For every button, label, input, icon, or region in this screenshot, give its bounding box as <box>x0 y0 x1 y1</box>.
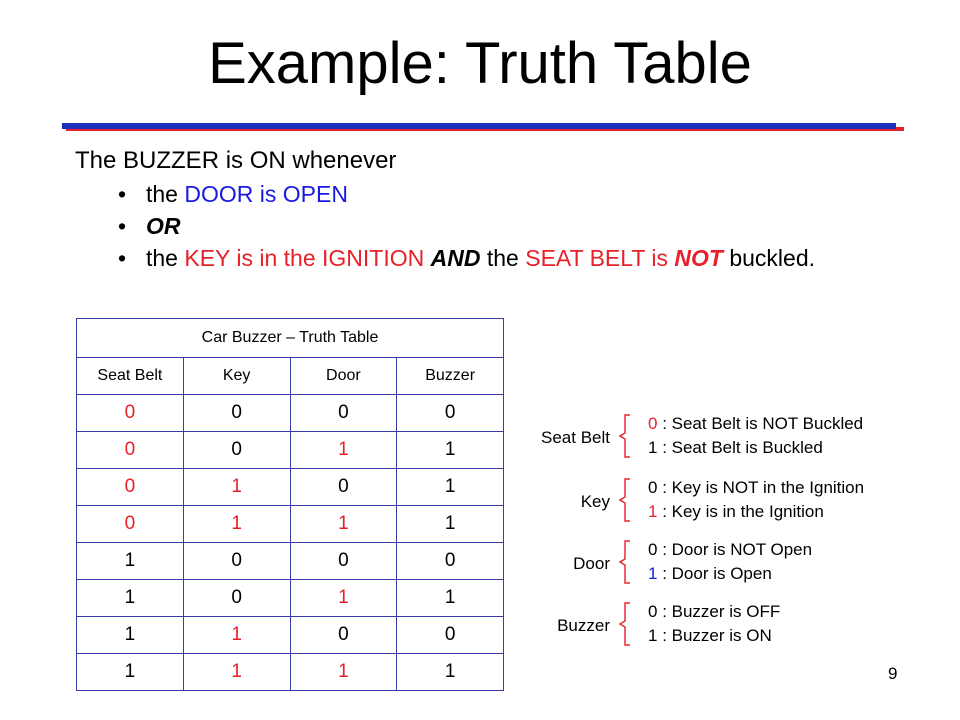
legend-value: 0 <box>648 478 658 497</box>
seat-belt-text: SEAT BELT is <box>525 245 668 271</box>
legend-description <box>648 538 812 586</box>
legend-item <box>500 474 940 534</box>
legend-line <box>648 412 863 436</box>
legend-text: : Seat Belt is NOT Buckled <box>657 414 864 433</box>
left-brace-icon <box>618 414 632 458</box>
table-cell: 1 <box>397 469 504 506</box>
legend-text: : Door is Open <box>657 564 772 583</box>
table-cell: 0 <box>397 543 504 580</box>
legend-text: : Buzzer is ON <box>657 626 772 645</box>
table-cell: 1 <box>183 506 290 543</box>
intro-text: The BUZZER is ON whenever <box>75 147 397 174</box>
table-cell: 1 <box>290 432 397 469</box>
legend-variable-name: Key <box>580 492 610 511</box>
condition-bullets <box>118 178 815 274</box>
table-cell: 0 <box>77 506 184 543</box>
table-cell: 1 <box>183 654 290 691</box>
bullet-dot: • <box>118 181 127 207</box>
truth-table <box>76 318 504 691</box>
table-cell: 0 <box>290 543 397 580</box>
column-header: Door <box>290 358 397 395</box>
table-cell: 0 <box>183 395 290 432</box>
left-brace-icon <box>618 602 632 646</box>
table-cell: 1 <box>77 654 184 691</box>
legend-value: 1 <box>648 502 658 521</box>
table-row <box>77 469 504 506</box>
bullet-dot: • <box>118 213 127 239</box>
column-header: Key <box>183 358 290 395</box>
table-cell: 1 <box>397 654 504 691</box>
table-cell: 1 <box>77 543 184 580</box>
table-cell: 0 <box>183 580 290 617</box>
legend-value: 0 <box>648 602 658 621</box>
or-text: OR <box>146 213 181 239</box>
table-cell: 1 <box>397 506 504 543</box>
legend-value: 1 <box>648 564 658 583</box>
table-cell: 1 <box>290 506 397 543</box>
legend-text: : Seat Belt is Buckled <box>657 438 823 457</box>
legend-description <box>648 476 864 524</box>
key-ignition-text: KEY is in the IGNITION <box>184 245 425 271</box>
legend-line <box>648 538 812 562</box>
not-text: NOT <box>674 245 723 271</box>
title-underline-blue <box>62 123 896 129</box>
table-cell: 1 <box>183 617 290 654</box>
table-cell: 1 <box>290 580 397 617</box>
door-open-text: DOOR is OPEN <box>184 181 348 207</box>
page-number: 9 <box>888 664 898 683</box>
legend-item <box>500 410 940 470</box>
legend-text: : Buzzer is OFF <box>657 602 781 621</box>
table-cell: 0 <box>77 432 184 469</box>
legend-line <box>648 436 863 460</box>
table-cell: 1 <box>397 432 504 469</box>
legend-value: 1 <box>648 626 658 645</box>
table-cell: 0 <box>77 469 184 506</box>
table-row <box>77 580 504 617</box>
table-cell: 0 <box>397 395 504 432</box>
bullet-or <box>118 210 815 242</box>
variable-legend <box>500 410 940 660</box>
legend-line <box>648 624 780 648</box>
table-cell: 0 <box>290 469 397 506</box>
legend-value: 1 <box>648 438 658 457</box>
table-row <box>77 543 504 580</box>
legend-line <box>648 500 864 524</box>
legend-description <box>648 412 863 460</box>
legend-value: 0 <box>648 414 658 433</box>
left-brace-icon <box>618 540 632 584</box>
bullet-key-seatbelt: • the KEY is in the IGNITION AND the SEAT BELT is NOT buckled. <box>118 242 815 274</box>
table-cell: 0 <box>397 617 504 654</box>
legend-variable-name: Buzzer <box>557 616 610 635</box>
table-cell: 1 <box>290 654 397 691</box>
column-header: Seat Belt <box>77 358 184 395</box>
table-header-row <box>77 358 504 395</box>
table-cell: 1 <box>77 580 184 617</box>
left-brace-icon <box>618 478 632 522</box>
table-caption-row <box>77 319 504 358</box>
table-cell: 0 <box>290 395 397 432</box>
table-row <box>77 506 504 543</box>
legend-text: : Key is in the Ignition <box>657 502 824 521</box>
slide-title: Example: Truth Table <box>208 31 752 96</box>
table-cell: 1 <box>77 617 184 654</box>
legend-variable-name: Door <box>573 554 610 573</box>
legend-value: 0 <box>648 540 658 559</box>
legend-line <box>648 600 780 624</box>
table-row <box>77 654 504 691</box>
legend-item <box>500 536 940 596</box>
legend-line <box>648 562 812 586</box>
legend-text: : Key is NOT in the Ignition <box>657 478 865 497</box>
table-row <box>77 395 504 432</box>
bullet-dot: • <box>118 245 127 271</box>
table-cell: 0 <box>77 395 184 432</box>
column-header: Buzzer <box>397 358 504 395</box>
table-cell: 0 <box>290 617 397 654</box>
table-cell: 0 <box>183 432 290 469</box>
table-caption: Car Buzzer – Truth Table <box>77 319 504 358</box>
legend-variable-name: Seat Belt <box>541 428 610 447</box>
table-cell: 0 <box>183 543 290 580</box>
table-cell: 1 <box>397 580 504 617</box>
table-cell: 1 <box>183 469 290 506</box>
and-text: AND <box>430 245 481 271</box>
table-row <box>77 432 504 469</box>
legend-description <box>648 600 780 648</box>
legend-item <box>500 598 940 658</box>
legend-line <box>648 476 864 500</box>
table-row <box>77 617 504 654</box>
bullet-door: • the DOOR is OPEN <box>118 178 815 210</box>
legend-text: : Door is NOT Open <box>657 540 813 559</box>
